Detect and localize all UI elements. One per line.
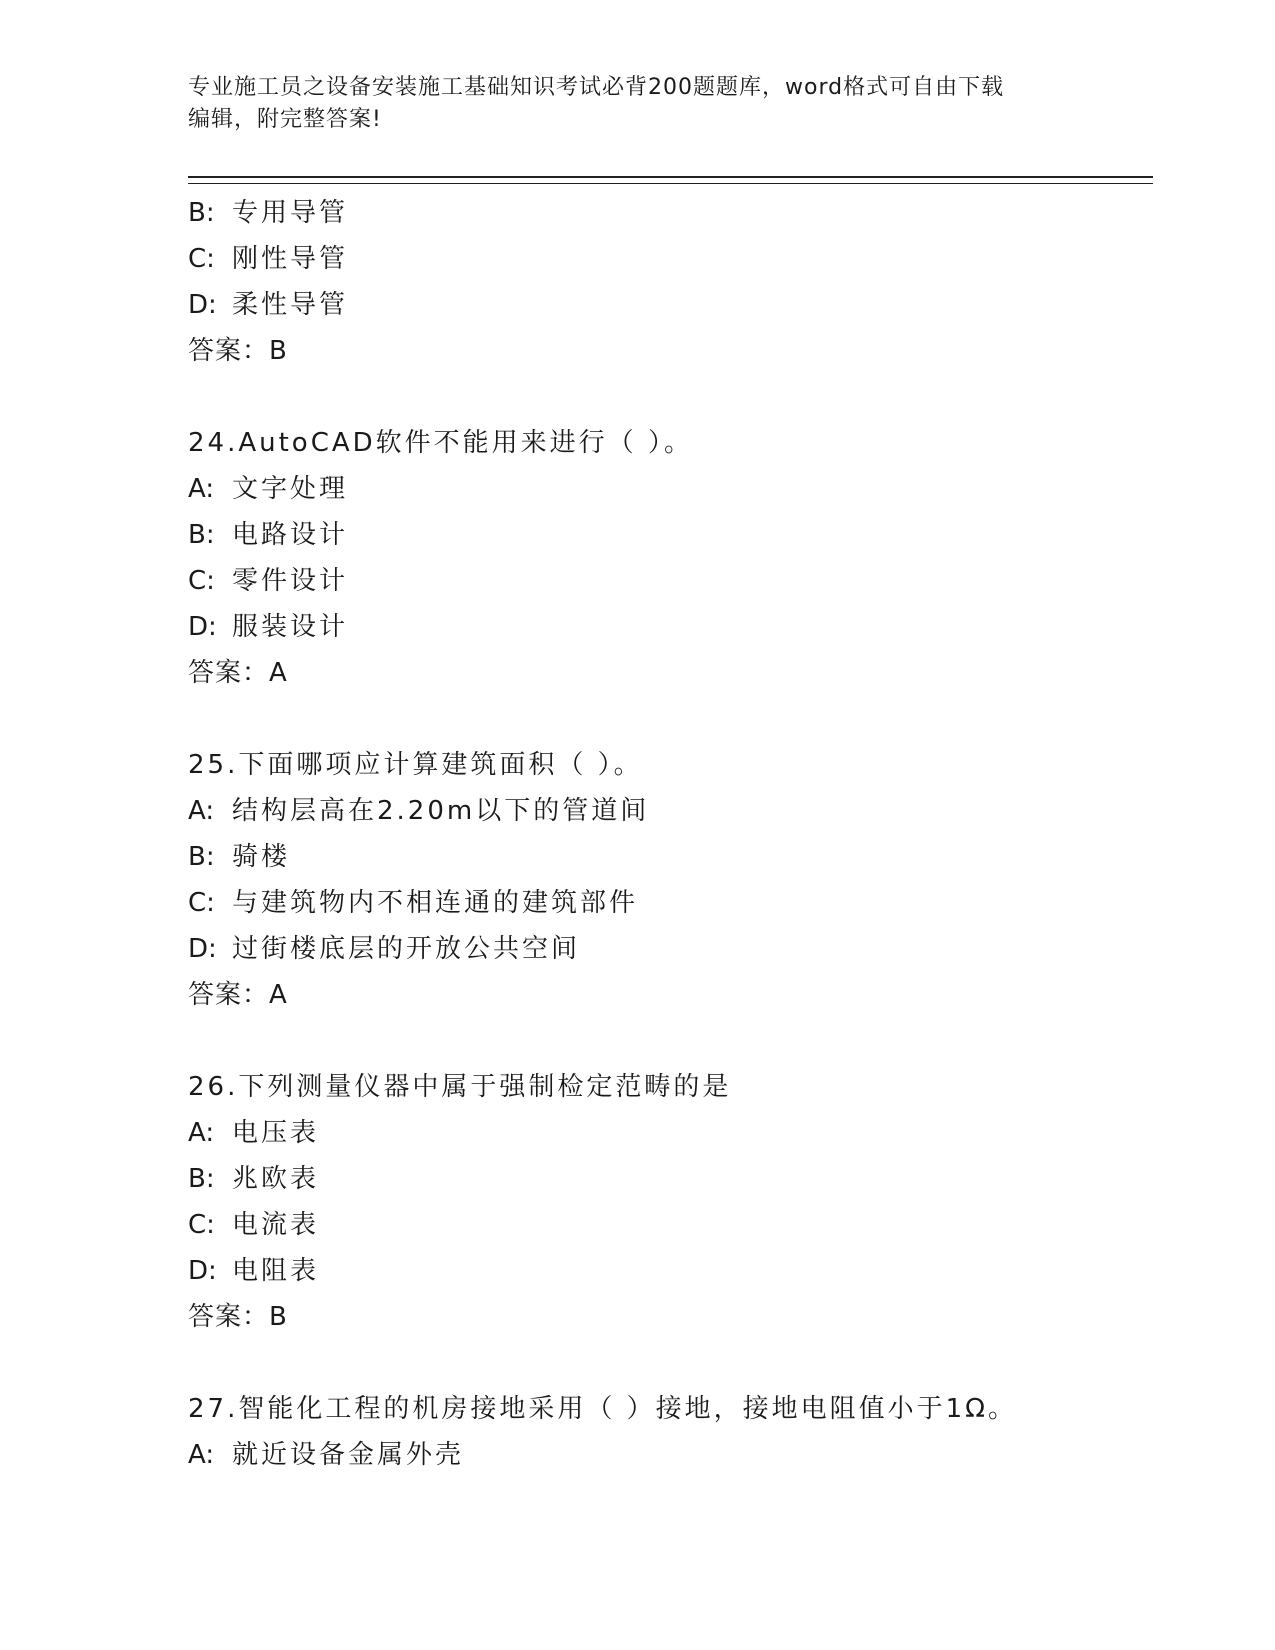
- option-d: [188, 1248, 1153, 1294]
- answer-value: A: [269, 658, 287, 688]
- option-text: 零件设计: [232, 566, 349, 596]
- option-label: B:: [188, 842, 215, 872]
- question-27: [188, 1386, 1153, 1478]
- answer-line: [188, 1294, 1153, 1340]
- header-divider-thin: [188, 183, 1153, 184]
- header-divider-thick: [188, 176, 1153, 178]
- option-a: [188, 1432, 1153, 1478]
- option-c: [188, 1202, 1153, 1248]
- header-line-1: 专业施工员之设备安装施工基础知识考试必背200题题库，word格式可自由下载: [188, 75, 1005, 100]
- question-list: [188, 190, 1153, 1478]
- option-d: [188, 282, 1153, 328]
- answer-value: B: [269, 336, 287, 366]
- header-line-2: 编辑，附完整答案!: [188, 107, 382, 132]
- option-label: A:: [188, 1118, 215, 1148]
- answer-value: B: [269, 1302, 287, 1332]
- option-label: A:: [188, 474, 215, 504]
- option-label: A:: [188, 1440, 215, 1470]
- option-label: B:: [188, 520, 215, 550]
- option-label: B:: [188, 198, 215, 228]
- option-b: [188, 834, 1153, 880]
- option-label: C:: [188, 1210, 215, 1240]
- answer-line: [188, 972, 1153, 1018]
- option-b: [188, 190, 1153, 236]
- option-text: 结构层高在2.20m以下的管道间: [232, 796, 650, 826]
- option-text: 过街楼底层的开放公共空间: [232, 934, 581, 964]
- option-d: [188, 604, 1153, 650]
- option-label: D:: [188, 1256, 217, 1286]
- option-label: A:: [188, 796, 215, 826]
- option-text: 骑楼: [232, 842, 291, 872]
- option-text: 电路设计: [232, 520, 349, 550]
- option-label: D:: [188, 290, 217, 320]
- question-stem: 26.下列测量仪器中属于强制检定范畴的是: [188, 1072, 732, 1102]
- option-text: 专用导管: [232, 198, 349, 228]
- option-text: 就近设备金属外壳: [232, 1440, 465, 1470]
- option-text: 电流表: [232, 1210, 320, 1240]
- option-text: 柔性导管: [232, 290, 349, 320]
- option-b: [188, 1156, 1153, 1202]
- option-c: [188, 880, 1153, 926]
- answer-value: A: [269, 980, 287, 1010]
- question-24: [188, 420, 1153, 696]
- option-text: 兆欧表: [232, 1164, 320, 1194]
- option-label: B:: [188, 1164, 215, 1194]
- option-text: 刚性导管: [232, 244, 349, 274]
- spacer: [188, 1018, 1153, 1064]
- option-text: 服装设计: [232, 612, 349, 642]
- option-text: 文字处理: [232, 474, 349, 504]
- option-label: D:: [188, 612, 217, 642]
- option-label: C:: [188, 566, 215, 596]
- option-a: [188, 1110, 1153, 1156]
- answer-label: 答案：: [188, 1302, 270, 1332]
- answer-line: [188, 650, 1153, 696]
- option-a: [188, 466, 1153, 512]
- question-26: [188, 1064, 1153, 1340]
- question-25: [188, 742, 1153, 1018]
- question-stem: 27.智能化工程的机房接地采用（ ）接地，接地电阻值小于1Ω。: [188, 1394, 1018, 1424]
- option-c: [188, 558, 1153, 604]
- option-d: [188, 926, 1153, 972]
- answer-label: 答案：: [188, 980, 270, 1010]
- option-c: [188, 236, 1153, 282]
- spacer: [188, 374, 1153, 420]
- document-header: [188, 72, 1068, 136]
- answer-label: 答案：: [188, 658, 270, 688]
- option-a: [188, 788, 1153, 834]
- question-stem: 24.AutoCAD软件不能用来进行（ ）。: [188, 428, 693, 458]
- option-text: 与建筑物内不相连通的建筑部件: [232, 888, 639, 918]
- option-label: D:: [188, 934, 217, 964]
- spacer: [188, 1340, 1153, 1386]
- option-text: 电压表: [232, 1118, 320, 1148]
- question-stem: 25.下面哪项应计算建筑面积（ ）。: [188, 750, 643, 780]
- option-label: C:: [188, 244, 215, 274]
- option-b: [188, 512, 1153, 558]
- answer-label: 答案：: [188, 336, 270, 366]
- option-label: C:: [188, 888, 215, 918]
- question-partial: [188, 190, 1153, 374]
- spacer: [188, 696, 1153, 742]
- option-text: 电阻表: [232, 1256, 320, 1286]
- answer-line: [188, 328, 1153, 374]
